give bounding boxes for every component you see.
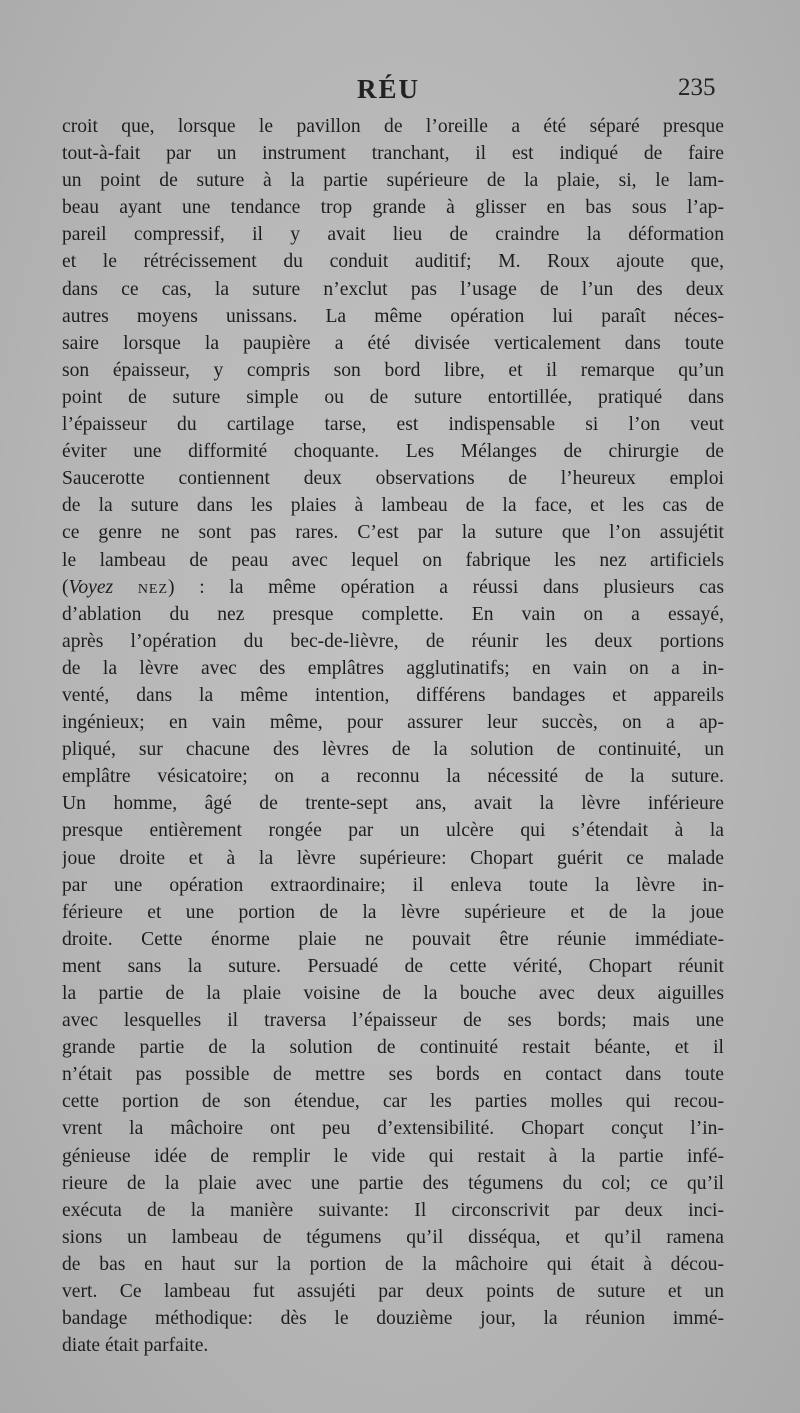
text-line: exécuta de la manière suivante: Il circonscrivit par deux inci- — [62, 1199, 724, 1221]
body-text — [62, 113, 724, 1359]
text-line: ingénieux; en vain même, pour assurer leur succès, on a ap- — [62, 712, 724, 734]
text-line: Saucerotte contiennent deux observations de l’heureux emploi — [62, 468, 724, 490]
text-line: sions un lambeau de tégumens qu’il disséqua, et qu’il ramena — [62, 1226, 724, 1248]
text-line-voyez-nez — [62, 574, 724, 601]
text-line: de bas en haut sur la portion de la mâchoire qui était à décou- — [62, 1253, 724, 1275]
text-line: point de suture simple ou de suture entortillée, pratiqué dans — [62, 386, 724, 408]
text-line: l’épaisseur du cartilage tarse, est indispensable si l’on veut — [62, 414, 724, 436]
text-line: ment sans la suture. Persuadé de cette vérité, Chopart réunit — [62, 955, 724, 977]
text-line: rieure de la plaie avec une partie des tégumens du col; ce qu’il — [62, 1172, 724, 1194]
text-line: de la lèvre avec des emplâtres agglutinatifs; en vain on a in- — [62, 657, 724, 679]
running-title: RÉU — [357, 74, 421, 104]
text-line: pareil compressif, il y avait lieu de craindre la déformation — [62, 224, 724, 246]
text-line: venté, dans la même intention, différens bandages et appareils — [62, 684, 724, 706]
text-line: joue droite et à la lèvre supérieure: Chopart guérit ce malade — [62, 847, 724, 869]
text-line: son épaisseur, y compris son bord libre, et il remarque qu’un — [62, 359, 724, 381]
text-line: presque entièrement rongée par un ulcère qui s’étendait à la — [62, 820, 724, 842]
text-line: cette portion de son étendue, car les parties molles qui recou- — [62, 1091, 724, 1113]
page-number: 235 — [678, 74, 716, 101]
text-line: le lambeau de peau avec lequel on fabrique les nez artificiels — [62, 549, 724, 571]
text-line: n’était pas possible de mettre ses bords en contact dans toute — [62, 1064, 724, 1086]
text-line: d’ablation du nez presque complette. En vain on a essayé, — [62, 603, 724, 625]
text-line: beau ayant une tendance trop grande à glisser en bas sous l’ap- — [62, 197, 724, 219]
text-line: diate était parfaite. — [62, 1335, 209, 1357]
text-line: droite. Cette énorme plaie ne pouvait être réunie immédiate- — [62, 928, 724, 950]
text-line: la partie de la plaie voisine de la bouche avec deux aiguilles — [62, 983, 724, 1004]
space — [113, 577, 138, 598]
text-line: pliqué, sur chacune des lèvres de la solution de continuité, un — [62, 739, 724, 761]
text-line: après l’opération du bec-de-lièvre, de réunir les deux portions — [62, 630, 724, 652]
text-line: et le rétrécissement du conduit auditif; M. Roux ajoute que, — [62, 251, 724, 273]
text-line: par une opération extraordinaire; il enleva toute la lèvre in- — [62, 874, 724, 896]
text-line: avec lesquelles il traversa l’épaisseur de ses bords; mais une — [62, 1010, 724, 1032]
voyez-open-paren: ( — [62, 576, 69, 598]
text-line: tout-à-fait par un instrument tranchant, il est indiqué de faire — [62, 143, 724, 165]
text-line: génieuse idée de remplir le vide qui restait à la partie infé- — [62, 1145, 724, 1167]
text-line: férieure et une portion de la lèvre supérieure et de la joue — [62, 901, 724, 923]
text-line: emplâtre vésicatoire; on a reconnu la nécessité de la suture. — [62, 766, 724, 788]
text-line: croit que, lorsque le pavillon de l’oreille a été séparé presque — [62, 116, 724, 137]
text-line: grande partie de la solution de continuité restait béante, et il — [62, 1037, 724, 1059]
text-line: bandage méthodique: dès le douzième jour, la réunion immé- — [62, 1308, 724, 1330]
text-line: de la suture dans les plaies à lambeau de la face, et les cas de — [62, 495, 724, 517]
running-header — [0, 74, 800, 114]
voyez-nez: NEZ — [137, 581, 169, 597]
text-line: saire lorsque la paupière a été divisée verticalement dans toute — [62, 332, 724, 354]
voyez-voyez: Voyez — [68, 576, 114, 598]
text-line: vrent la mâchoire ont peu d’extensibilité. Chopart conçut l’in- — [62, 1118, 724, 1140]
text-line: Un homme, âgé de trente-sept ans, avait la lèvre inférieure — [62, 793, 724, 815]
text-line: ce genre ne sont pas rares. C’est par la suture que l’on assujétit — [62, 522, 724, 544]
text-line: un point de suture à la partie supérieure de la plaie, si, le lam- — [62, 170, 724, 192]
text-line: éviter une difformité choquante. Les Mélanges de chirurgie de — [62, 441, 724, 463]
text-line: autres moyens unissans. La même opération lui paraît néces- — [62, 305, 724, 327]
voyez-rest: ) : la même opération a réussi dans plusieurs cas — [168, 576, 724, 598]
text-line: vert. Ce lambeau fut assujéti par deux points de suture et un — [62, 1281, 724, 1303]
text-line: dans ce cas, la suture n’exclut pas l’usage de l’un des deux — [62, 278, 724, 300]
